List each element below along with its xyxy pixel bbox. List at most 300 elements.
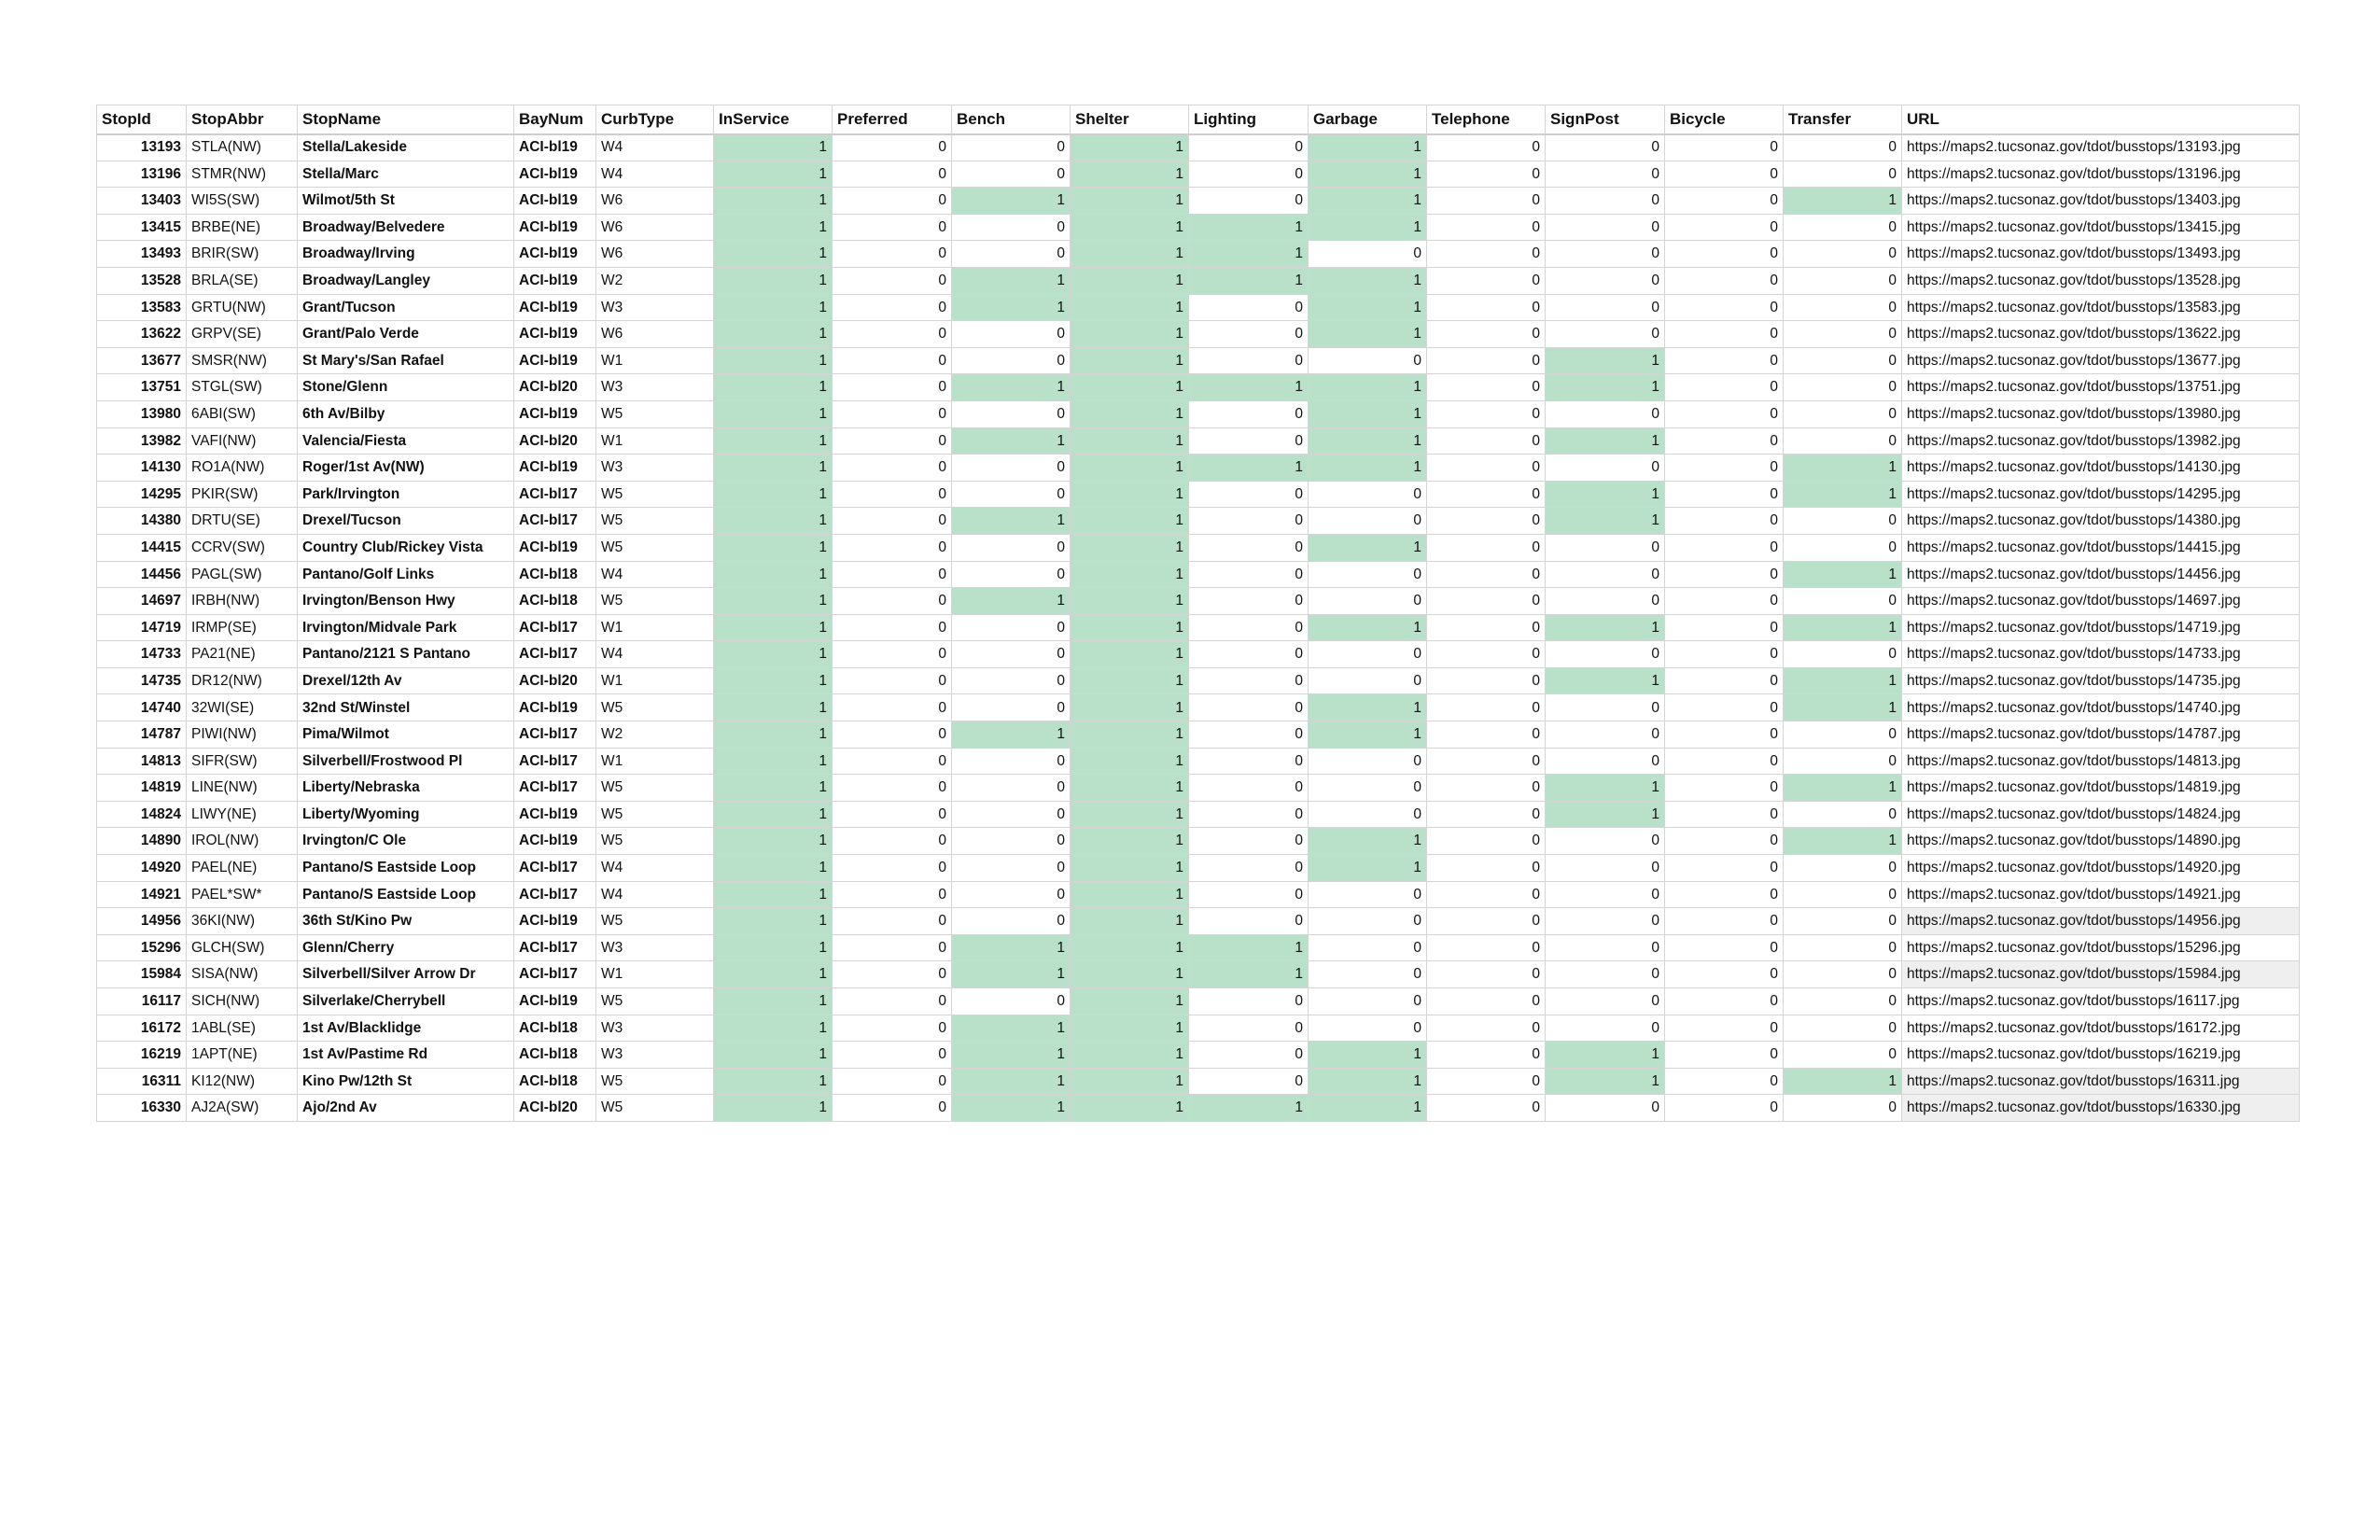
cell-shelter: 1 bbox=[1071, 588, 1189, 615]
cell-lighting: 0 bbox=[1189, 614, 1309, 641]
table-row bbox=[97, 641, 2300, 668]
cell-baynum: ACI-bl19 bbox=[514, 294, 596, 321]
cell-url[interactable]: https://maps2.tucsonaz.gov/tdot/busstops/13403.jpg bbox=[1902, 188, 2300, 215]
cell-url[interactable]: https://maps2.tucsonaz.gov/tdot/busstops/14813.jpg bbox=[1902, 748, 2300, 775]
cell-bicycle: 0 bbox=[1665, 267, 1784, 294]
cell-garbage: 1 bbox=[1309, 427, 1427, 455]
cell-shelter: 1 bbox=[1071, 267, 1189, 294]
cell-curbtype: W5 bbox=[596, 1095, 714, 1122]
cell-curbtype: W4 bbox=[596, 561, 714, 588]
cell-bench: 0 bbox=[952, 748, 1071, 775]
cell-inservice: 1 bbox=[714, 134, 833, 161]
cell-lighting: 0 bbox=[1189, 294, 1309, 321]
cell-url[interactable]: https://maps2.tucsonaz.gov/tdot/busstops/14733.jpg bbox=[1902, 641, 2300, 668]
cell-transfer: 0 bbox=[1784, 1095, 1902, 1122]
cell-curbtype: W1 bbox=[596, 667, 714, 694]
cell-stopabbr: CCRV(SW) bbox=[187, 534, 298, 561]
cell-shelter: 1 bbox=[1071, 161, 1189, 188]
cell-signpost: 0 bbox=[1546, 214, 1665, 241]
cell-url[interactable]: https://maps2.tucsonaz.gov/tdot/busstops/14697.jpg bbox=[1902, 588, 2300, 615]
cell-inservice: 1 bbox=[714, 667, 833, 694]
table-row bbox=[97, 855, 2300, 882]
cell-stopid: 13193 bbox=[97, 134, 187, 161]
cell-stopabbr: VAFI(NW) bbox=[187, 427, 298, 455]
cell-shelter: 1 bbox=[1071, 694, 1189, 721]
cell-curbtype: W6 bbox=[596, 321, 714, 348]
cell-shelter: 1 bbox=[1071, 641, 1189, 668]
cell-url[interactable]: https://maps2.tucsonaz.gov/tdot/busstops/14719.jpg bbox=[1902, 614, 2300, 641]
cell-telephone: 0 bbox=[1427, 214, 1546, 241]
cell-inservice: 1 bbox=[714, 881, 833, 908]
cell-shelter: 1 bbox=[1071, 374, 1189, 401]
cell-signpost: 0 bbox=[1546, 961, 1665, 988]
cell-telephone: 0 bbox=[1427, 241, 1546, 268]
cell-telephone: 0 bbox=[1427, 748, 1546, 775]
cell-bicycle: 0 bbox=[1665, 721, 1784, 749]
cell-curbtype: W2 bbox=[596, 267, 714, 294]
cell-lighting: 0 bbox=[1189, 721, 1309, 749]
cell-bench: 0 bbox=[952, 134, 1071, 161]
table-row bbox=[97, 455, 2300, 482]
cell-telephone: 0 bbox=[1427, 721, 1546, 749]
cell-baynum: ACI-bl20 bbox=[514, 427, 596, 455]
cell-preferred: 0 bbox=[833, 294, 952, 321]
cell-signpost: 0 bbox=[1546, 1015, 1665, 1042]
cell-url[interactable]: https://maps2.tucsonaz.gov/tdot/busstops/14921.jpg bbox=[1902, 881, 2300, 908]
cell-curbtype: W3 bbox=[596, 294, 714, 321]
cell-shelter: 1 bbox=[1071, 988, 1189, 1015]
cell-garbage: 1 bbox=[1309, 214, 1427, 241]
cell-shelter: 1 bbox=[1071, 748, 1189, 775]
cell-baynum: ACI-bl19 bbox=[514, 241, 596, 268]
cell-preferred: 0 bbox=[833, 641, 952, 668]
cell-url[interactable]: https://maps2.tucsonaz.gov/tdot/busstops/14920.jpg bbox=[1902, 855, 2300, 882]
cell-url[interactable]: https://maps2.tucsonaz.gov/tdot/busstops/15296.jpg bbox=[1902, 934, 2300, 961]
cell-signpost: 0 bbox=[1546, 1095, 1665, 1122]
cell-stopname: Silverbell/Silver Arrow Dr bbox=[298, 961, 514, 988]
cell-lighting: 0 bbox=[1189, 694, 1309, 721]
cell-stopname: Irvington/Benson Hwy bbox=[298, 588, 514, 615]
cell-transfer: 0 bbox=[1784, 161, 1902, 188]
cell-url[interactable]: https://maps2.tucsonaz.gov/tdot/busstops/16117.jpg bbox=[1902, 988, 2300, 1015]
cell-garbage: 1 bbox=[1309, 534, 1427, 561]
cell-url[interactable]: https://maps2.tucsonaz.gov/tdot/busstops/13493.jpg bbox=[1902, 241, 2300, 268]
cell-stopid: 13493 bbox=[97, 241, 187, 268]
cell-bench: 1 bbox=[952, 374, 1071, 401]
cell-telephone: 0 bbox=[1427, 694, 1546, 721]
cell-stopname: Stella/Lakeside bbox=[298, 134, 514, 161]
cell-bench: 0 bbox=[952, 801, 1071, 828]
cell-url[interactable]: https://maps2.tucsonaz.gov/tdot/busstops/13751.jpg bbox=[1902, 374, 2300, 401]
table-row bbox=[97, 214, 2300, 241]
cell-inservice: 1 bbox=[714, 455, 833, 482]
cell-url[interactable]: https://maps2.tucsonaz.gov/tdot/busstops/13528.jpg bbox=[1902, 267, 2300, 294]
cell-telephone: 0 bbox=[1427, 828, 1546, 855]
cell-stopabbr: IRBH(NW) bbox=[187, 588, 298, 615]
cell-bench: 0 bbox=[952, 775, 1071, 802]
cell-garbage: 1 bbox=[1309, 161, 1427, 188]
cell-preferred: 0 bbox=[833, 455, 952, 482]
cell-telephone: 0 bbox=[1427, 188, 1546, 215]
cell-baynum: ACI-bl20 bbox=[514, 1095, 596, 1122]
cell-bench: 0 bbox=[952, 988, 1071, 1015]
cell-stopid: 14697 bbox=[97, 588, 187, 615]
cell-shelter: 1 bbox=[1071, 134, 1189, 161]
cell-inservice: 1 bbox=[714, 614, 833, 641]
cell-url[interactable]: https://maps2.tucsonaz.gov/tdot/busstops/13196.jpg bbox=[1902, 161, 2300, 188]
cell-signpost: 0 bbox=[1546, 588, 1665, 615]
cell-lighting: 1 bbox=[1189, 455, 1309, 482]
cell-stopname: 1st Av/Blacklidge bbox=[298, 1015, 514, 1042]
cell-url[interactable]: https://maps2.tucsonaz.gov/tdot/busstops/13677.jpg bbox=[1902, 347, 2300, 374]
cell-inservice: 1 bbox=[714, 934, 833, 961]
cell-telephone: 0 bbox=[1427, 588, 1546, 615]
cell-signpost: 1 bbox=[1546, 427, 1665, 455]
table-row bbox=[97, 694, 2300, 721]
cell-transfer: 1 bbox=[1784, 775, 1902, 802]
cell-url[interactable]: https://maps2.tucsonaz.gov/tdot/busstops/13980.jpg bbox=[1902, 400, 2300, 427]
cell-telephone: 0 bbox=[1427, 561, 1546, 588]
cell-baynum: ACI-bl19 bbox=[514, 321, 596, 348]
cell-stopname: Liberty/Wyoming bbox=[298, 801, 514, 828]
cell-stopname: Grant/Palo Verde bbox=[298, 321, 514, 348]
cell-bicycle: 0 bbox=[1665, 561, 1784, 588]
cell-baynum: ACI-bl17 bbox=[514, 748, 596, 775]
cell-baynum: ACI-bl17 bbox=[514, 481, 596, 508]
cell-stopabbr: PAEL(NE) bbox=[187, 855, 298, 882]
cell-bench: 1 bbox=[952, 961, 1071, 988]
cell-curbtype: W3 bbox=[596, 374, 714, 401]
cell-transfer: 0 bbox=[1784, 134, 1902, 161]
cell-inservice: 1 bbox=[714, 508, 833, 535]
cell-url[interactable]: https://maps2.tucsonaz.gov/tdot/busstops/13982.jpg bbox=[1902, 427, 2300, 455]
cell-inservice: 1 bbox=[714, 694, 833, 721]
cell-shelter: 1 bbox=[1071, 321, 1189, 348]
cell-preferred: 0 bbox=[833, 241, 952, 268]
cell-curbtype: W1 bbox=[596, 748, 714, 775]
col-header-url: URL bbox=[1902, 105, 2300, 134]
cell-preferred: 0 bbox=[833, 934, 952, 961]
cell-garbage: 1 bbox=[1309, 614, 1427, 641]
cell-transfer: 0 bbox=[1784, 1015, 1902, 1042]
cell-stopid: 13196 bbox=[97, 161, 187, 188]
cell-telephone: 0 bbox=[1427, 481, 1546, 508]
cell-url[interactable]: https://maps2.tucsonaz.gov/tdot/busstops/16172.jpg bbox=[1902, 1015, 2300, 1042]
cell-url[interactable]: https://maps2.tucsonaz.gov/tdot/busstops/15984.jpg bbox=[1902, 961, 2300, 988]
col-header-telephone: Telephone bbox=[1427, 105, 1546, 134]
cell-signpost: 0 bbox=[1546, 641, 1665, 668]
table-row bbox=[97, 667, 2300, 694]
cell-bicycle: 0 bbox=[1665, 188, 1784, 215]
cell-preferred: 0 bbox=[833, 961, 952, 988]
cell-shelter: 1 bbox=[1071, 1068, 1189, 1095]
cell-telephone: 0 bbox=[1427, 641, 1546, 668]
cell-shelter: 1 bbox=[1071, 455, 1189, 482]
cell-url[interactable]: https://maps2.tucsonaz.gov/tdot/busstops/14456.jpg bbox=[1902, 561, 2300, 588]
cell-url[interactable]: https://maps2.tucsonaz.gov/tdot/busstops/16219.jpg bbox=[1902, 1042, 2300, 1069]
table-row bbox=[97, 748, 2300, 775]
cell-inservice: 1 bbox=[714, 988, 833, 1015]
col-header-stopid: StopId bbox=[97, 105, 187, 134]
cell-garbage: 0 bbox=[1309, 1015, 1427, 1042]
cell-baynum: ACI-bl19 bbox=[514, 188, 596, 215]
cell-transfer: 0 bbox=[1784, 908, 1902, 935]
col-header-baynum: BayNum bbox=[514, 105, 596, 134]
cell-shelter: 1 bbox=[1071, 1015, 1189, 1042]
cell-lighting: 0 bbox=[1189, 801, 1309, 828]
cell-stopid: 13677 bbox=[97, 347, 187, 374]
cell-baynum: ACI-bl19 bbox=[514, 988, 596, 1015]
cell-bench: 0 bbox=[952, 321, 1071, 348]
cell-curbtype: W5 bbox=[596, 508, 714, 535]
cell-bicycle: 0 bbox=[1665, 455, 1784, 482]
cell-transfer: 0 bbox=[1784, 534, 1902, 561]
cell-telephone: 0 bbox=[1427, 400, 1546, 427]
cell-baynum: ACI-bl17 bbox=[514, 961, 596, 988]
cell-url[interactable]: https://maps2.tucsonaz.gov/tdot/busstops/14415.jpg bbox=[1902, 534, 2300, 561]
cell-garbage: 0 bbox=[1309, 561, 1427, 588]
cell-transfer: 0 bbox=[1784, 294, 1902, 321]
cell-stopabbr: SIFR(SW) bbox=[187, 748, 298, 775]
cell-inservice: 1 bbox=[714, 721, 833, 749]
cell-stopname: Liberty/Nebraska bbox=[298, 775, 514, 802]
cell-stopname: Drexel/Tucson bbox=[298, 508, 514, 535]
cell-garbage: 1 bbox=[1309, 828, 1427, 855]
cell-telephone: 0 bbox=[1427, 667, 1546, 694]
cell-inservice: 1 bbox=[714, 347, 833, 374]
cell-url[interactable]: https://maps2.tucsonaz.gov/tdot/busstops/14787.jpg bbox=[1902, 721, 2300, 749]
cell-stopabbr: GRPV(SE) bbox=[187, 321, 298, 348]
cell-bench: 0 bbox=[952, 855, 1071, 882]
cell-bench: 1 bbox=[952, 188, 1071, 215]
cell-shelter: 1 bbox=[1071, 561, 1189, 588]
cell-lighting: 0 bbox=[1189, 400, 1309, 427]
cell-telephone: 0 bbox=[1427, 374, 1546, 401]
cell-url[interactable]: https://maps2.tucsonaz.gov/tdot/busstops/13415.jpg bbox=[1902, 214, 2300, 241]
cell-transfer: 1 bbox=[1784, 667, 1902, 694]
cell-lighting: 0 bbox=[1189, 908, 1309, 935]
cell-baynum: ACI-bl18 bbox=[514, 1068, 596, 1095]
cell-stopid: 14740 bbox=[97, 694, 187, 721]
cell-stopid: 14735 bbox=[97, 667, 187, 694]
cell-lighting: 0 bbox=[1189, 1042, 1309, 1069]
cell-stopid: 14824 bbox=[97, 801, 187, 828]
cell-stopabbr: DRTU(SE) bbox=[187, 508, 298, 535]
cell-telephone: 0 bbox=[1427, 908, 1546, 935]
cell-shelter: 1 bbox=[1071, 1042, 1189, 1069]
cell-garbage: 1 bbox=[1309, 455, 1427, 482]
cell-bench: 0 bbox=[952, 347, 1071, 374]
cell-bench: 0 bbox=[952, 400, 1071, 427]
cell-stopabbr: BRIR(SW) bbox=[187, 241, 298, 268]
cell-telephone: 0 bbox=[1427, 321, 1546, 348]
cell-garbage: 1 bbox=[1309, 134, 1427, 161]
cell-shelter: 1 bbox=[1071, 667, 1189, 694]
cell-stopid: 15984 bbox=[97, 961, 187, 988]
cell-url[interactable]: https://maps2.tucsonaz.gov/tdot/busstops/14890.jpg bbox=[1902, 828, 2300, 855]
cell-inservice: 1 bbox=[714, 828, 833, 855]
cell-stopname: Broadway/Belvedere bbox=[298, 214, 514, 241]
cell-stopname: 32nd St/Winstel bbox=[298, 694, 514, 721]
cell-preferred: 0 bbox=[833, 881, 952, 908]
cell-url[interactable]: https://maps2.tucsonaz.gov/tdot/busstops/14740.jpg bbox=[1902, 694, 2300, 721]
cell-bench: 1 bbox=[952, 267, 1071, 294]
cell-garbage: 0 bbox=[1309, 934, 1427, 961]
cell-curbtype: W5 bbox=[596, 828, 714, 855]
cell-signpost: 0 bbox=[1546, 561, 1665, 588]
cell-baynum: ACI-bl19 bbox=[514, 347, 596, 374]
cell-preferred: 0 bbox=[833, 161, 952, 188]
cell-inservice: 1 bbox=[714, 267, 833, 294]
cell-url[interactable]: https://maps2.tucsonaz.gov/tdot/busstops/13622.jpg bbox=[1902, 321, 2300, 348]
cell-curbtype: W5 bbox=[596, 534, 714, 561]
cell-url[interactable]: https://maps2.tucsonaz.gov/tdot/busstops/14956.jpg bbox=[1902, 908, 2300, 935]
cell-signpost: 0 bbox=[1546, 321, 1665, 348]
cell-url[interactable]: https://maps2.tucsonaz.gov/tdot/busstops/14819.jpg bbox=[1902, 775, 2300, 802]
cell-signpost: 0 bbox=[1546, 534, 1665, 561]
cell-bench: 1 bbox=[952, 1095, 1071, 1122]
cell-url[interactable]: https://maps2.tucsonaz.gov/tdot/busstops/14735.jpg bbox=[1902, 667, 2300, 694]
cell-baynum: ACI-bl19 bbox=[514, 400, 596, 427]
cell-stopname: Broadway/Langley bbox=[298, 267, 514, 294]
cell-signpost: 0 bbox=[1546, 161, 1665, 188]
cell-stopname: Pantano/Golf Links bbox=[298, 561, 514, 588]
cell-inservice: 1 bbox=[714, 748, 833, 775]
cell-preferred: 0 bbox=[833, 908, 952, 935]
cell-preferred: 0 bbox=[833, 1068, 952, 1095]
cell-garbage: 1 bbox=[1309, 374, 1427, 401]
cell-preferred: 0 bbox=[833, 508, 952, 535]
cell-garbage: 1 bbox=[1309, 694, 1427, 721]
cell-bench: 0 bbox=[952, 908, 1071, 935]
cell-bicycle: 0 bbox=[1665, 1095, 1784, 1122]
table-row bbox=[97, 988, 2300, 1015]
cell-baynum: ACI-bl18 bbox=[514, 561, 596, 588]
cell-stopname: Pima/Wilmot bbox=[298, 721, 514, 749]
cell-bicycle: 0 bbox=[1665, 614, 1784, 641]
cell-shelter: 1 bbox=[1071, 721, 1189, 749]
cell-bicycle: 0 bbox=[1665, 400, 1784, 427]
cell-url[interactable]: https://maps2.tucsonaz.gov/tdot/busstops/14130.jpg bbox=[1902, 455, 2300, 482]
cell-preferred: 0 bbox=[833, 214, 952, 241]
cell-garbage: 0 bbox=[1309, 748, 1427, 775]
cell-baynum: ACI-bl20 bbox=[514, 667, 596, 694]
cell-url[interactable]: https://maps2.tucsonaz.gov/tdot/busstops/14824.jpg bbox=[1902, 801, 2300, 828]
cell-lighting: 0 bbox=[1189, 775, 1309, 802]
cell-url[interactable]: https://maps2.tucsonaz.gov/tdot/busstops/14380.jpg bbox=[1902, 508, 2300, 535]
cell-lighting: 1 bbox=[1189, 934, 1309, 961]
cell-bicycle: 0 bbox=[1665, 374, 1784, 401]
table-body bbox=[97, 134, 2300, 1122]
cell-lighting: 0 bbox=[1189, 481, 1309, 508]
cell-signpost: 0 bbox=[1546, 694, 1665, 721]
cell-bicycle: 0 bbox=[1665, 134, 1784, 161]
cell-lighting: 0 bbox=[1189, 1068, 1309, 1095]
cell-telephone: 0 bbox=[1427, 934, 1546, 961]
cell-baynum: ACI-bl18 bbox=[514, 1042, 596, 1069]
cell-transfer: 1 bbox=[1784, 481, 1902, 508]
cell-signpost: 1 bbox=[1546, 775, 1665, 802]
cell-bench: 1 bbox=[952, 934, 1071, 961]
col-header-transfer: Transfer bbox=[1784, 105, 1902, 134]
cell-preferred: 0 bbox=[833, 1042, 952, 1069]
cell-curbtype: W5 bbox=[596, 988, 714, 1015]
table-row bbox=[97, 347, 2300, 374]
cell-stopname: Irvington/Midvale Park bbox=[298, 614, 514, 641]
cell-url[interactable]: https://maps2.tucsonaz.gov/tdot/busstops/13193.jpg bbox=[1902, 134, 2300, 161]
cell-telephone: 0 bbox=[1427, 1042, 1546, 1069]
cell-signpost: 0 bbox=[1546, 855, 1665, 882]
cell-stopid: 13751 bbox=[97, 374, 187, 401]
cell-url[interactable]: https://maps2.tucsonaz.gov/tdot/busstops/13583.jpg bbox=[1902, 294, 2300, 321]
cell-stopabbr: LIWY(NE) bbox=[187, 801, 298, 828]
table-row bbox=[97, 134, 2300, 161]
cell-transfer: 1 bbox=[1784, 455, 1902, 482]
cell-stopid: 15296 bbox=[97, 934, 187, 961]
cell-signpost: 0 bbox=[1546, 400, 1665, 427]
cell-stopabbr: 1ABL(SE) bbox=[187, 1015, 298, 1042]
cell-preferred: 0 bbox=[833, 267, 952, 294]
cell-preferred: 0 bbox=[833, 855, 952, 882]
cell-signpost: 1 bbox=[1546, 347, 1665, 374]
cell-stopid: 13622 bbox=[97, 321, 187, 348]
cell-stopabbr: STGL(SW) bbox=[187, 374, 298, 401]
cell-stopid: 14819 bbox=[97, 775, 187, 802]
cell-bicycle: 0 bbox=[1665, 481, 1784, 508]
cell-transfer: 0 bbox=[1784, 801, 1902, 828]
cell-lighting: 0 bbox=[1189, 427, 1309, 455]
cell-signpost: 1 bbox=[1546, 508, 1665, 535]
cell-inservice: 1 bbox=[714, 908, 833, 935]
cell-url[interactable]: https://maps2.tucsonaz.gov/tdot/busstops/16311.jpg bbox=[1902, 1068, 2300, 1095]
cell-preferred: 0 bbox=[833, 1015, 952, 1042]
cell-garbage: 0 bbox=[1309, 908, 1427, 935]
cell-telephone: 0 bbox=[1427, 1015, 1546, 1042]
cell-inservice: 1 bbox=[714, 534, 833, 561]
cell-bicycle: 0 bbox=[1665, 588, 1784, 615]
cell-bicycle: 0 bbox=[1665, 641, 1784, 668]
cell-bench: 0 bbox=[952, 241, 1071, 268]
col-header-shelter: Shelter bbox=[1071, 105, 1189, 134]
cell-bicycle: 0 bbox=[1665, 908, 1784, 935]
cell-shelter: 1 bbox=[1071, 241, 1189, 268]
cell-bench: 0 bbox=[952, 614, 1071, 641]
cell-inservice: 1 bbox=[714, 801, 833, 828]
table-row bbox=[97, 534, 2300, 561]
cell-stopabbr: STLA(NW) bbox=[187, 134, 298, 161]
cell-stopname: Pantano/S Eastside Loop bbox=[298, 881, 514, 908]
table-row bbox=[97, 1068, 2300, 1095]
cell-signpost: 1 bbox=[1546, 1068, 1665, 1095]
cell-telephone: 0 bbox=[1427, 134, 1546, 161]
cell-telephone: 0 bbox=[1427, 988, 1546, 1015]
cell-garbage: 0 bbox=[1309, 801, 1427, 828]
cell-url[interactable]: https://maps2.tucsonaz.gov/tdot/busstops/14295.jpg bbox=[1902, 481, 2300, 508]
cell-preferred: 0 bbox=[833, 588, 952, 615]
cell-transfer: 1 bbox=[1784, 694, 1902, 721]
cell-inservice: 1 bbox=[714, 775, 833, 802]
cell-bench: 1 bbox=[952, 427, 1071, 455]
table-row bbox=[97, 1015, 2300, 1042]
cell-stopabbr: PAGL(SW) bbox=[187, 561, 298, 588]
cell-url[interactable]: https://maps2.tucsonaz.gov/tdot/busstops/16330.jpg bbox=[1902, 1095, 2300, 1122]
cell-stopabbr: 32WI(SE) bbox=[187, 694, 298, 721]
cell-shelter: 1 bbox=[1071, 801, 1189, 828]
cell-stopabbr: STMR(NW) bbox=[187, 161, 298, 188]
cell-signpost: 0 bbox=[1546, 188, 1665, 215]
bus-stop-table bbox=[96, 105, 2300, 1122]
table-row bbox=[97, 374, 2300, 401]
